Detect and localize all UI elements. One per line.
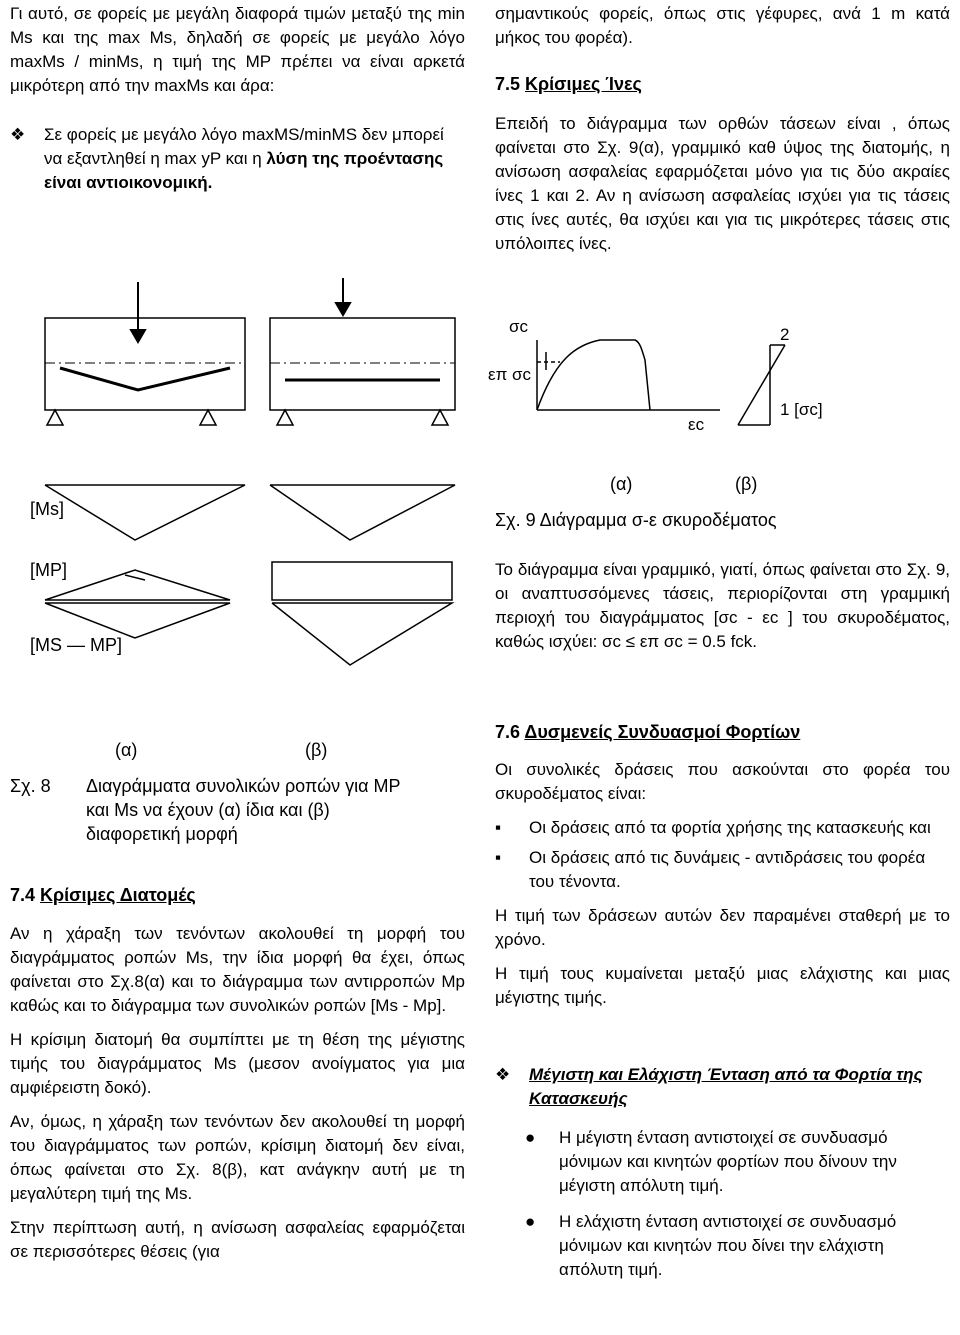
list-item: ▪ Οι δράσεις από τις δυνάμεις - αντιδράσεις του φορέα του τένοντα. [495,846,950,894]
continued-paragraph [495,2,950,50]
intro-text: Γι αυτό, σε φορείς με μεγάλη διαφορά τιμών μεταξύ της min Ms και της max Ms, δηλαδή σε φορείς με μεγάλο λόγο maxMs / minMs, η τιμή της MP πρέπει να είναι αρκετά μικρότερη από την maxMs και άρα: [10,4,465,95]
intro-paragraph [10,2,465,98]
dot-list [525,1126,930,1282]
stress-strain-curve [537,340,650,410]
figure-8-diagram [0,270,470,690]
list-item: ▪ Οι δράσεις από τα φορτία χρήσης της κατασκευής και [495,816,950,840]
list-item: ● Η μέγιστη ένταση αντιστοιχεί σε συνδυασμό μόνιμων και κινητών φορτίων που δίνουν την μέγιστη απόλυτη τιμή. [525,1126,930,1198]
tendon-a [60,368,230,390]
label-ms-mp: [MS — MP] [30,635,123,655]
load-arrow-icon [131,278,350,342]
bullet-bold-text: λύση της προέντασης είναι αντιοικονομική. [44,149,444,192]
section-7-4-heading [10,883,196,907]
fig8-caption-text: Διαγράμματα συνολικών ροπών για MP και Ms να έχουν (α) ίδια και (β) διαφορετική μορφή [86,776,401,844]
fig9-fiber-2-label: 2 [780,325,790,344]
paragraph: Οι συνολικές δράσεις που ασκούνται στο φορέα του σκυροδέματος είναι: [495,760,950,803]
paragraph: Στην περίπτωση αυτή, η ανίσωση ασφαλείας εφαρμόζεται σε περισσότερες θέσεις (για [10,1218,465,1261]
bullet-item [10,123,460,195]
paragraph: Η τιμή τους κυμαίνεται μεταξύ μιας ελάχιστης και μιας μέγιστης τιμής. [495,964,950,1007]
section-title: Δυσμενείς Συνδυασμοί Φορτίων [524,722,801,742]
paragraph: Αν η χάραξη των τενόντων ακολουθεί τη μορφή του διαγράμματος ροπών Ms, την ίδια μορφή θα έχει, όπως φαίνεται στο Σχ.8(α) και το διάγραμμα των αντιρροπών Mp καθώς και το διάγραμμα των συνολικών ροπών [Ms - Mp]. [10,924,465,1015]
fig8-label-a: (α) [115,740,138,760]
square-bullet-icon: ▪ [495,848,502,867]
round-bullet-icon: ● [525,1212,536,1231]
fig9-sigma-label: σc [509,317,528,336]
round-bullet-icon: ● [525,1128,536,1147]
paragraph: Το διάγραμμα είναι γραμμικό, γιατί, όπως φαίνεται στο Σχ. 9, οι αναπτυσσόμενες τάσεις, περιορίζονται στη γραμμική περιοχή του διαγράμματος [σc - εc ] του σκυροδέματος, καθώς ισχύει: σc ≤ επ σc = 0.5 fck. [495,560,950,651]
section-number: 7.6 [495,722,521,742]
support-icon [47,410,448,425]
paragraph: σημαντικούς φορείς, όπως στις γέφυρες, ανά 1 m κατά μήκος του φορέα). [495,4,950,47]
fig8-caption [10,774,460,846]
fig9-label-b: (β) [735,474,758,494]
subsection-heading: ❖ Μέγιστη και Ελάχιστη Ένταση από τα Φορτία της Κατασκευής [495,1063,925,1111]
beam-b [270,318,455,410]
square-bullet-icon: ▪ [495,818,502,837]
fig9-fiber-1-label: 1 [σc] [780,400,823,419]
section-number: 7.5 [495,74,521,94]
linear-paragraph [495,558,950,654]
paragraph: Η τιμή των δράσεων αυτών δεν παραμένει σταθερή με το χρόνο. [495,906,950,949]
diamond-bullet-icon: ❖ [495,1065,511,1084]
paragraph: Η κρίσιμη διατομή θα συμπίπτει με τη θέση της μέγιστης τιμής του διαγράμματος Ms (μεσον ανοίγματος για μια αμφιέρειστη δοκό). [10,1030,465,1097]
stress-line [738,345,785,425]
section-number: 7.4 [10,885,36,905]
diamond-bullet-icon: ❖ [10,125,26,144]
label-mp: [MP] [30,560,68,580]
label-ms: [Ms] [30,499,64,519]
mp-diagram [45,562,452,600]
paragraph: Επειδή το διάγραμμα των ορθών τάσεων είναι , όπως φαίνεται στο Σχ. 9(α), γραμμικό καθ ύψος της διατομής, η ανίσωση ασφαλείας εφαρμόζεται μόνο για τις δύο ακραίες ίνες 1 και 2. Αν η ανίσωση ασφαλείας ισχύει για τις τάσεις στις ίνες αυτές, θα ισχύει και για τις μικρότερες τάσεις στις υπόλοιπες ίνες. [495,114,950,253]
section-title: Κρίσιμες Ίνες [525,74,642,94]
section-title: Κρίσιμες Διατομές [40,885,196,905]
paragraph: Αν, όμως, η χάραξη των τενόντων δεν ακολουθεί τη μορφή του διαγράμματος των ροπών, κρίσιμη διατομή δεν είναι, όπως φαίνεται στο Σχ. 8(β), κατ ανάγκην αυτή με τη μεγαλύτερη τιμή της Ms. [10,1112,465,1203]
fig9-label-a: (α) [610,474,633,494]
section-7-6-body [495,758,950,1010]
fig8-caption-number: Σχ. 8 [10,776,51,796]
fig9-caption: Σχ. 9 Διάγραμμα σ-ε σκυροδέματος [495,510,777,530]
fig8-label-b: (β) [305,740,328,760]
fig9-epsilon-label: εc [688,415,705,434]
section-7-5-body [495,112,950,256]
section-7-6-heading [495,720,800,744]
ms-diagram [45,485,455,540]
fig9-ep-sigma-label: επ σc [488,365,532,384]
figure-9-diagram [480,300,940,460]
bullet-text: Σε φορείς με μεγάλο λόγο maxMS/minMS δεν μπορεί να εξαντληθεί η max yP και η [44,125,444,168]
list-item: ● Η ελάχιστη ένταση αντιστοιχεί σε συνδυασμό μόνιμων και κινητών που δίνει την ελάχιστη απόλυτη τιμή. [525,1210,930,1282]
section-7-4-body [10,922,465,1264]
section-7-5-heading [495,72,642,96]
